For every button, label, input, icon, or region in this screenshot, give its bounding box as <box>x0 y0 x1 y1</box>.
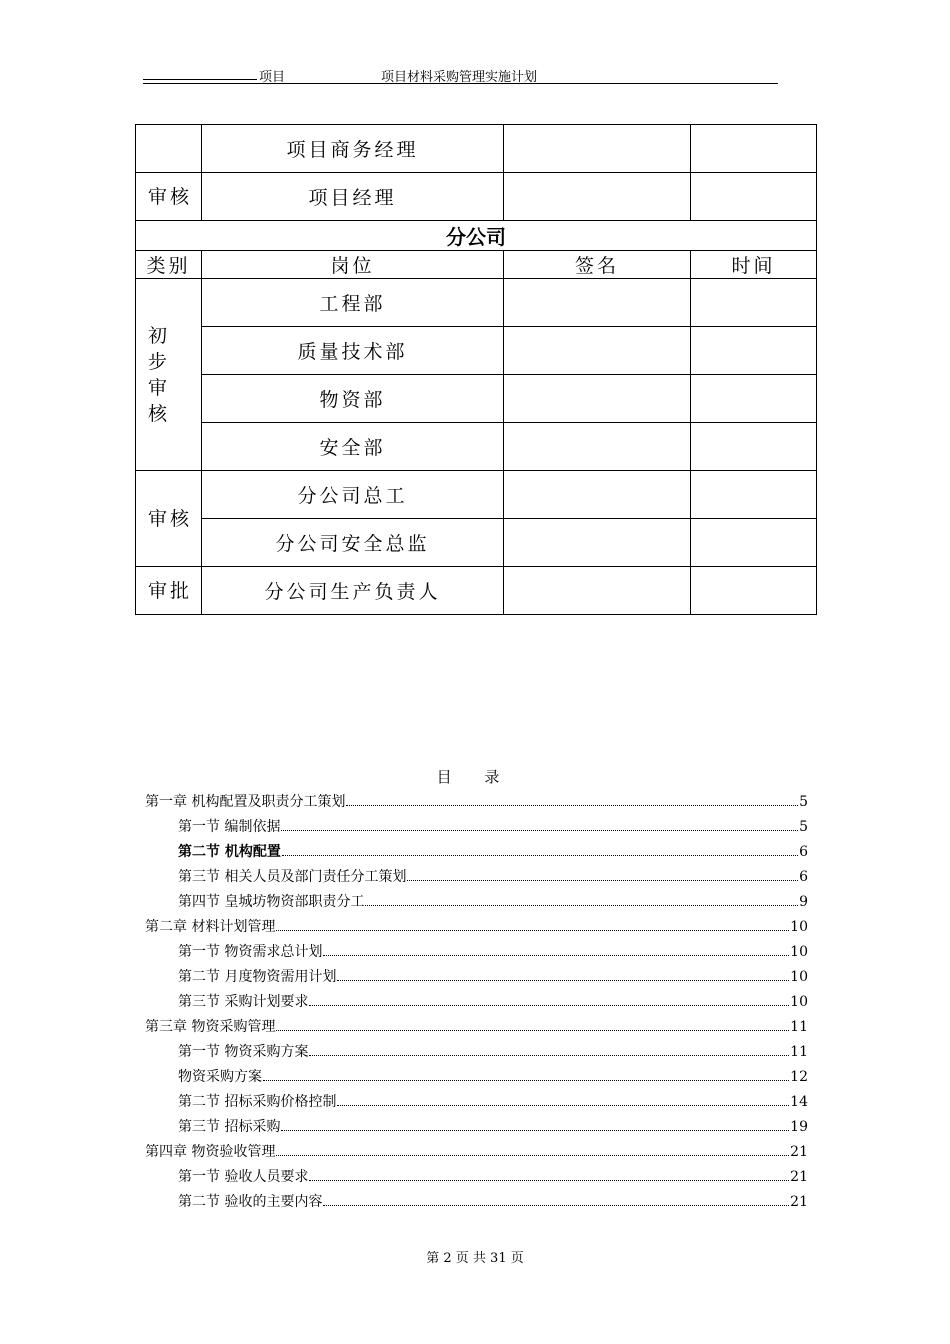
toc-entry-text: 第二节 月度物资需用计划 <box>178 969 337 985</box>
table-row <box>136 125 817 173</box>
toc-entry[interactable] <box>145 940 808 965</box>
toc-entry-page: 14 <box>790 1094 808 1110</box>
position-cell: 质量技术部 <box>202 327 504 375</box>
table-row <box>136 519 817 567</box>
toc-entry[interactable] <box>145 840 808 865</box>
toc-entry-text: 第二节 验收的主要内容 <box>178 1194 323 1210</box>
toc-leader-dots <box>346 805 798 806</box>
position-cell: 分公司安全总监 <box>202 519 504 567</box>
signature-cell[interactable] <box>504 279 691 327</box>
position-cell: 物资部 <box>202 375 504 423</box>
header-blank-underline <box>143 79 257 80</box>
toc-entry-text: 第一节 物资采购方案 <box>178 1044 309 1060</box>
toc-entry-text: 第三章 物资采购管理 <box>145 1019 276 1035</box>
category-cell <box>136 125 202 173</box>
category-cell: 初步审核 <box>136 279 202 471</box>
approval-table <box>135 124 817 615</box>
time-cell[interactable] <box>691 327 817 375</box>
toc-leader-dots <box>276 1155 789 1156</box>
signature-cell[interactable] <box>504 519 691 567</box>
toc-leader-dots <box>281 830 798 831</box>
time-cell[interactable] <box>691 173 817 221</box>
toc-leader-dots <box>323 1205 789 1206</box>
toc-entry[interactable] <box>145 790 808 815</box>
toc-entry[interactable] <box>145 990 808 1015</box>
position-cell: 分公司总工 <box>202 471 504 519</box>
toc-entry-page: 19 <box>790 1119 808 1135</box>
header-doc-title: 项目材料采购管理实施计划 <box>381 70 538 85</box>
toc-entry-text: 第一节 物资需求总计划 <box>178 944 323 960</box>
table-of-contents <box>145 790 808 1215</box>
time-cell[interactable] <box>691 125 817 173</box>
toc-entry[interactable] <box>145 965 808 990</box>
toc-entry-text: 第三节 招标采购 <box>178 1119 281 1135</box>
toc-entry-page: 10 <box>790 994 808 1010</box>
column-header-category: 类别 <box>136 251 202 279</box>
toc-entry-page: 9 <box>799 894 808 910</box>
time-cell[interactable] <box>691 519 817 567</box>
toc-entry-page: 21 <box>790 1169 808 1185</box>
toc-entry-text: 第二节 机构配置 <box>178 844 281 860</box>
toc-leader-dots <box>309 1005 789 1006</box>
toc-entry-text: 第二节 招标采购价格控制 <box>178 1094 337 1110</box>
position-cell: 安全部 <box>202 423 504 471</box>
header-project-suffix: 项目 <box>259 70 286 85</box>
signature-cell[interactable] <box>504 327 691 375</box>
table-row <box>136 375 817 423</box>
category-cell: 审批 <box>136 567 202 615</box>
table-row <box>136 327 817 375</box>
table-row <box>136 471 817 519</box>
table-row <box>136 423 817 471</box>
toc-entry-text: 第四章 物资验收管理 <box>145 1144 276 1160</box>
page-footer: 第 2 页 共 31 页 <box>426 1251 524 1266</box>
page-header <box>143 64 778 84</box>
toc-entry-page: 10 <box>790 944 808 960</box>
toc-entry-text: 第一章 机构配置及职责分工策划 <box>145 794 346 810</box>
toc-entry[interactable] <box>145 915 808 940</box>
toc-entry[interactable] <box>145 1115 808 1140</box>
time-cell[interactable] <box>691 471 817 519</box>
toc-entry-page: 6 <box>799 844 808 860</box>
toc-entry[interactable] <box>145 1015 808 1040</box>
toc-leader-dots <box>407 880 798 881</box>
toc-entry[interactable] <box>145 865 808 890</box>
toc-entry[interactable] <box>145 1090 808 1115</box>
time-cell[interactable] <box>691 567 817 615</box>
toc-entry[interactable] <box>145 890 808 915</box>
signature-cell[interactable] <box>504 375 691 423</box>
toc-entry-page: 6 <box>799 869 808 885</box>
toc-entry-text: 第三节 相关人员及部门责任分工策划 <box>178 869 407 885</box>
toc-leader-dots <box>281 1130 789 1131</box>
toc-entry[interactable] <box>145 1140 808 1165</box>
position-cell: 工程部 <box>202 279 504 327</box>
toc-entry-page: 11 <box>790 1019 808 1035</box>
toc-entry[interactable] <box>145 1190 808 1215</box>
toc-leader-dots <box>309 1180 789 1181</box>
position-cell: 项目经理 <box>202 173 504 221</box>
category-cell: 审核 <box>136 471 202 567</box>
toc-entry-text: 第四节 皇城坊物资部职责分工 <box>178 894 365 910</box>
toc-leader-dots <box>276 1030 789 1031</box>
toc-leader-dots <box>365 905 798 906</box>
toc-entry[interactable] <box>145 1065 808 1090</box>
column-header-time: 时间 <box>691 251 817 279</box>
column-header-position: 岗位 <box>202 251 504 279</box>
signature-cell[interactable] <box>504 125 691 173</box>
toc-leader-dots <box>263 1080 789 1081</box>
time-cell[interactable] <box>691 375 817 423</box>
table-row <box>136 279 817 327</box>
section-title: 分公司 <box>136 221 817 251</box>
toc-entry-text: 物资采购方案 <box>178 1069 262 1085</box>
toc-leader-dots <box>282 855 798 856</box>
toc-entry-page: 10 <box>790 919 808 935</box>
time-cell[interactable] <box>691 423 817 471</box>
header-row <box>136 251 817 279</box>
signature-cell[interactable] <box>504 567 691 615</box>
toc-entry-text: 第一节 验收人员要求 <box>178 1169 309 1185</box>
toc-leader-dots <box>323 955 789 956</box>
column-header-signature: 签名 <box>504 251 691 279</box>
time-cell[interactable] <box>691 279 817 327</box>
toc-entry-page: 10 <box>790 969 808 985</box>
signature-cell[interactable] <box>504 423 691 471</box>
table-row <box>136 173 817 221</box>
toc-entry-page: 21 <box>790 1144 808 1160</box>
toc-entry-page: 11 <box>790 1044 808 1060</box>
toc-leader-dots <box>309 1055 789 1056</box>
position-cell: 分公司生产负责人 <box>202 567 504 615</box>
toc-entry-page: 5 <box>799 819 808 835</box>
toc-leader-dots <box>337 1105 789 1106</box>
toc-title: 目 录 <box>436 768 514 786</box>
header-rule <box>143 83 778 84</box>
table-row <box>136 567 817 615</box>
toc-entry[interactable] <box>145 815 808 840</box>
toc-entry-text: 第二章 材料计划管理 <box>145 919 276 935</box>
toc-entry-page: 5 <box>799 794 808 810</box>
toc-leader-dots <box>337 980 789 981</box>
toc-entry[interactable] <box>145 1040 808 1065</box>
category-cell: 审核 <box>136 173 202 221</box>
toc-entry-page: 12 <box>790 1069 808 1085</box>
signature-cell[interactable] <box>504 471 691 519</box>
position-cell: 项目商务经理 <box>202 125 504 173</box>
section-row <box>136 221 817 251</box>
toc-leader-dots <box>276 930 789 931</box>
toc-entry-text: 第三节 采购计划要求 <box>178 994 309 1010</box>
signature-cell[interactable] <box>504 173 691 221</box>
toc-entry[interactable] <box>145 1165 808 1190</box>
toc-entry-text: 第一节 编制依据 <box>178 819 281 835</box>
toc-entry-page: 21 <box>790 1194 808 1210</box>
